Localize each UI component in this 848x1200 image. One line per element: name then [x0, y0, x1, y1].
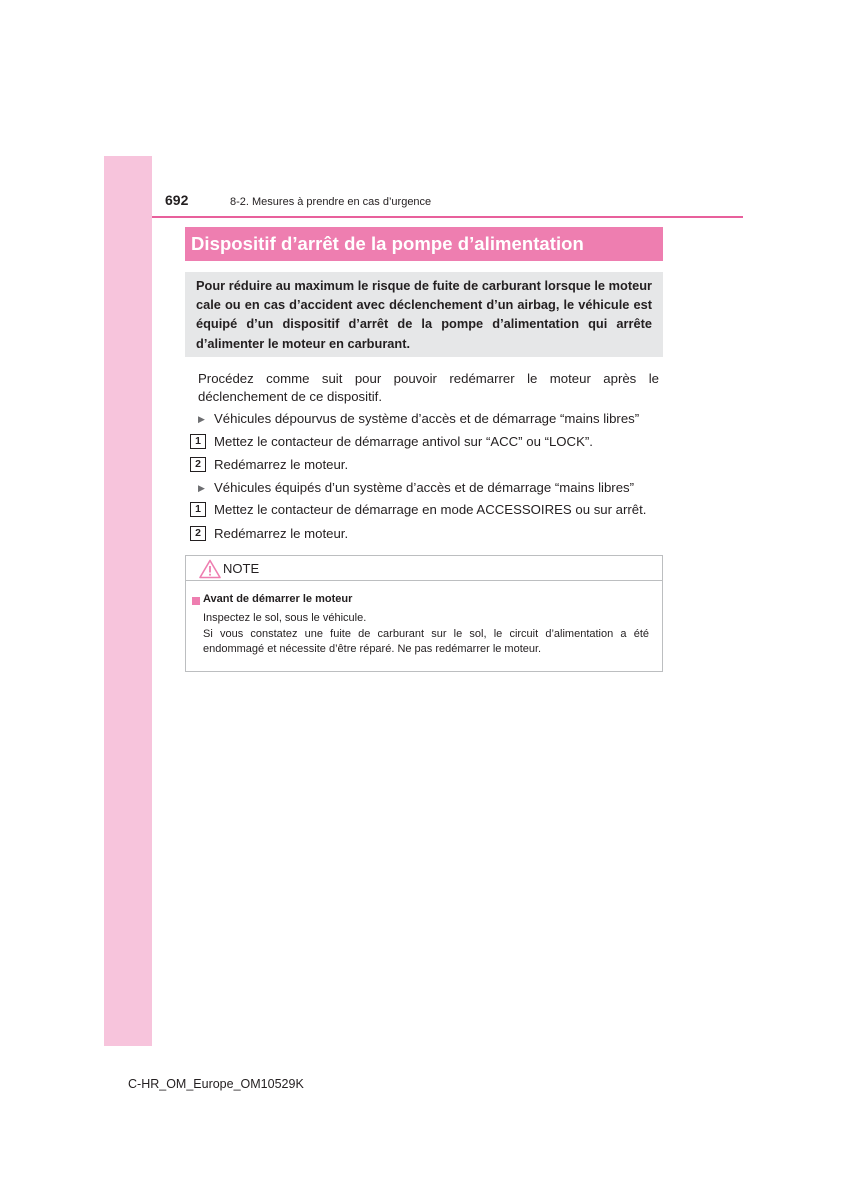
step-text: Mettez le contacteur de démarrage en mode ACCESSOIRES ou sur arrêt. — [214, 502, 647, 517]
warning-triangle-icon — [199, 559, 221, 579]
step-text: Redémarrez le moteur. — [214, 526, 349, 541]
section-title: Dispositif d’arrêt de la pompe d’alimentation — [185, 227, 663, 261]
note-subtitle: Avant de démarrer le moteur — [203, 593, 353, 605]
page-number: 692 — [165, 192, 189, 208]
note-line: Inspectez le sol, sous le véhicule. — [203, 612, 367, 624]
group2-heading-line — [198, 479, 634, 497]
note-line: Si vous constatez une fuite de carburant sur le sol, le circuit d’alimentation a été endommagé et nécessite d’être réparé. Ne pas redémarrer le moteur. — [203, 627, 649, 655]
section-path: 8-2. Mesures à prendre en cas d’urgence — [230, 196, 432, 208]
note-divider — [186, 580, 662, 581]
note-label: NOTE — [223, 561, 260, 576]
step-text: Mettez le contacteur de démarrage antivol sur “ACC” ou “LOCK”. — [214, 434, 593, 449]
document-code: C-HR_OM_Europe_OM10529K — [128, 1077, 304, 1091]
step-number-badge: 2 — [190, 457, 206, 472]
chapter-side-band — [104, 156, 152, 1046]
triangle-right-icon: ▶ — [198, 414, 205, 424]
body-paragraph: Procédez comme suit pour pouvoir redémarrer le moteur après le déclenchement de ce dispositif. — [198, 371, 659, 404]
step-number-badge: 2 — [190, 526, 206, 541]
square-bullet-icon — [192, 597, 200, 605]
intro-text: Pour réduire au maximum le risque de fuite de carburant lorsque le moteur cale ou en cas d’accident avec déclenchement d’un airbag, le véhicule est équipé d’un dispositif d’arrêt de la pompe d’alimentation qui arrête d’alimenter le moteur en carburant. — [196, 278, 652, 351]
step-number-badge: 1 — [190, 502, 206, 517]
step-number-badge: 1 — [190, 434, 206, 449]
header-rule — [152, 216, 743, 218]
group1-heading-line — [198, 410, 639, 428]
group1-heading: Véhicules dépourvus de système d’accès et de démarrage “mains libres” — [214, 411, 640, 426]
note-body — [203, 611, 649, 658]
note-box — [185, 555, 663, 672]
triangle-right-icon: ▶ — [198, 483, 205, 493]
intro-summary-box — [185, 272, 663, 357]
step-text: Redémarrez le moteur. — [214, 457, 349, 472]
group2-heading: Véhicules équipés d’un système d’accès et de démarrage “mains libres” — [214, 480, 635, 495]
